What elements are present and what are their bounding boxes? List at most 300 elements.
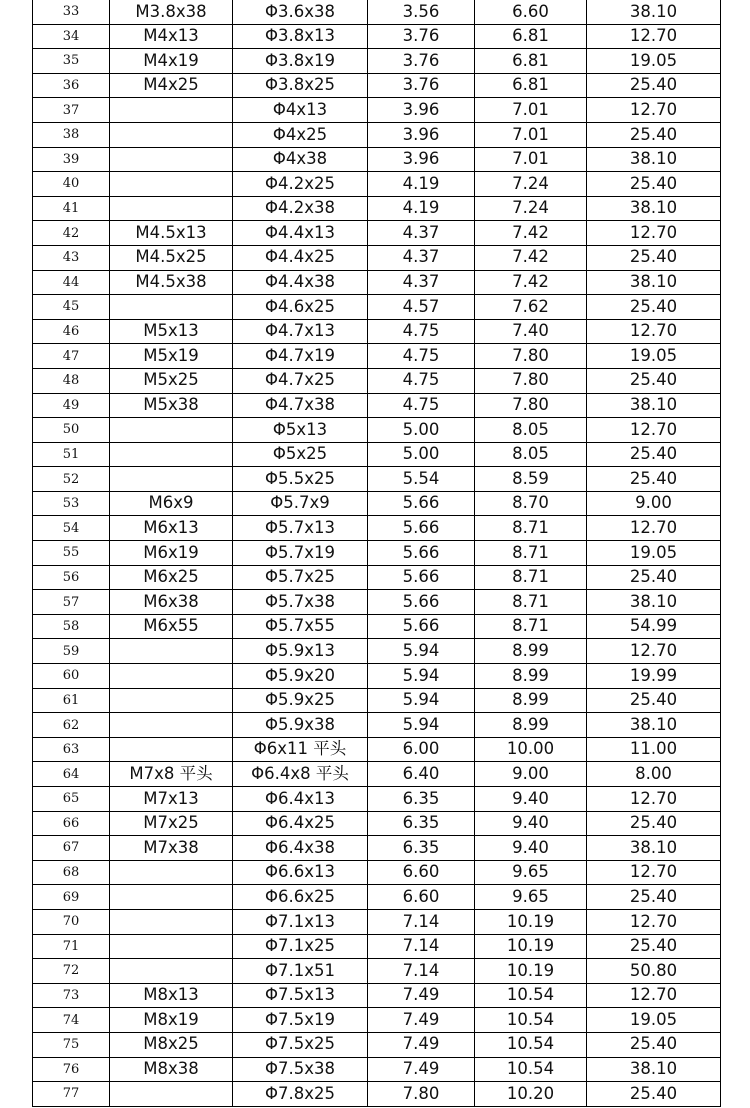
- metric-size-cell: M4x25: [110, 73, 233, 98]
- table-row: [33, 565, 721, 590]
- metric-size-cell: [110, 467, 233, 492]
- metric-size-cell: M4.5x38: [110, 270, 233, 295]
- length-cell: 38.10: [587, 1057, 721, 1082]
- head-diameter-cell: 8.71: [475, 516, 587, 541]
- head-diameter-cell: 6.60: [475, 0, 587, 24]
- diameter-cell: 5.94: [368, 688, 475, 713]
- head-diameter-cell: 7.24: [475, 196, 587, 221]
- diameter-cell: 6.00: [368, 737, 475, 762]
- row-number-cell: 54: [33, 516, 110, 541]
- phi-size-cell: Φ4.6x25: [233, 295, 368, 320]
- metric-size-cell: [110, 664, 233, 689]
- length-cell: 25.40: [587, 172, 721, 197]
- length-cell: 12.70: [587, 319, 721, 344]
- length-cell: 12.70: [587, 98, 721, 123]
- phi-size-cell: Φ4.2x25: [233, 172, 368, 197]
- head-diameter-cell: 9.65: [475, 860, 587, 885]
- table-row: [33, 737, 721, 762]
- phi-size-cell: Φ3.8x19: [233, 49, 368, 74]
- row-number-cell: 35: [33, 49, 110, 74]
- phi-size-cell: Φ7.1x25: [233, 934, 368, 959]
- table-row: [33, 0, 721, 24]
- length-cell: 38.10: [587, 147, 721, 172]
- diameter-cell: 6.60: [368, 860, 475, 885]
- length-cell: 50.80: [587, 959, 721, 984]
- head-diameter-cell: 8.05: [475, 418, 587, 443]
- row-number-cell: 59: [33, 639, 110, 664]
- length-cell: 19.05: [587, 541, 721, 566]
- head-diameter-cell: 9.40: [475, 787, 587, 812]
- phi-size-cell: Φ5x25: [233, 442, 368, 467]
- head-diameter-cell: 8.99: [475, 688, 587, 713]
- table-row: [33, 983, 721, 1008]
- table-row: [33, 639, 721, 664]
- metric-size-cell: M6x38: [110, 590, 233, 615]
- head-diameter-cell: 9.65: [475, 885, 587, 910]
- row-number-cell: 45: [33, 295, 110, 320]
- head-diameter-cell: 7.40: [475, 319, 587, 344]
- row-number-cell: 77: [33, 1082, 110, 1107]
- head-diameter-cell: 10.54: [475, 1008, 587, 1033]
- table-row: [33, 368, 721, 393]
- table-row: [33, 934, 721, 959]
- phi-size-cell: Φ3.8x13: [233, 24, 368, 49]
- diameter-cell: 7.80: [368, 1082, 475, 1107]
- diameter-cell: 6.35: [368, 787, 475, 812]
- table-row: [33, 787, 721, 812]
- metric-size-cell: [110, 934, 233, 959]
- table-row: [33, 1008, 721, 1033]
- metric-size-cell: M7x8 平头: [110, 762, 233, 787]
- length-cell: 25.40: [587, 811, 721, 836]
- length-cell: 25.40: [587, 934, 721, 959]
- metric-size-cell: M8x38: [110, 1057, 233, 1082]
- diameter-cell: 4.75: [368, 368, 475, 393]
- row-number-cell: 60: [33, 664, 110, 689]
- head-diameter-cell: 10.20: [475, 1082, 587, 1107]
- metric-size-cell: M6x19: [110, 541, 233, 566]
- phi-size-cell: Φ5.7x55: [233, 614, 368, 639]
- length-cell: 25.40: [587, 73, 721, 98]
- phi-size-cell: Φ6.4x38: [233, 836, 368, 861]
- diameter-cell: 5.66: [368, 565, 475, 590]
- length-cell: 19.05: [587, 344, 721, 369]
- diameter-cell: 3.76: [368, 73, 475, 98]
- row-number-cell: 63: [33, 737, 110, 762]
- head-diameter-cell: 7.80: [475, 393, 587, 418]
- metric-size-cell: M6x13: [110, 516, 233, 541]
- phi-size-cell: Φ7.5x13: [233, 983, 368, 1008]
- length-cell: 25.40: [587, 245, 721, 270]
- phi-size-cell: Φ6.6x13: [233, 860, 368, 885]
- phi-size-cell: Φ7.5x38: [233, 1057, 368, 1082]
- head-diameter-cell: 10.54: [475, 983, 587, 1008]
- row-number-cell: 61: [33, 688, 110, 713]
- diameter-cell: 3.96: [368, 147, 475, 172]
- diameter-cell: 5.66: [368, 541, 475, 566]
- length-cell: 38.10: [587, 0, 721, 24]
- metric-size-cell: M5x19: [110, 344, 233, 369]
- head-diameter-cell: 10.54: [475, 1032, 587, 1057]
- phi-size-cell: Φ7.5x19: [233, 1008, 368, 1033]
- metric-size-cell: M6x55: [110, 614, 233, 639]
- metric-size-cell: M5x38: [110, 393, 233, 418]
- phi-size-cell: Φ3.8x25: [233, 73, 368, 98]
- metric-size-cell: M4x19: [110, 49, 233, 74]
- table-row: [33, 196, 721, 221]
- head-diameter-cell: 8.71: [475, 614, 587, 639]
- row-number-cell: 72: [33, 959, 110, 984]
- metric-size-cell: [110, 295, 233, 320]
- diameter-cell: 4.75: [368, 344, 475, 369]
- diameter-cell: 7.49: [368, 1032, 475, 1057]
- table-row: [33, 467, 721, 492]
- metric-size-cell: [110, 418, 233, 443]
- length-cell: 19.05: [587, 49, 721, 74]
- phi-size-cell: Φ4.2x38: [233, 196, 368, 221]
- metric-size-cell: [110, 196, 233, 221]
- length-cell: 11.00: [587, 737, 721, 762]
- row-number-cell: 75: [33, 1032, 110, 1057]
- head-diameter-cell: 8.71: [475, 590, 587, 615]
- metric-size-cell: [110, 959, 233, 984]
- table-row: [33, 73, 721, 98]
- row-number-cell: 69: [33, 885, 110, 910]
- row-number-cell: 74: [33, 1008, 110, 1033]
- diameter-cell: 7.14: [368, 909, 475, 934]
- table-row: [33, 713, 721, 738]
- phi-size-cell: Φ5x13: [233, 418, 368, 443]
- table-row: [33, 98, 721, 123]
- table-row: [33, 221, 721, 246]
- diameter-cell: 4.37: [368, 270, 475, 295]
- table-row: [33, 49, 721, 74]
- metric-size-cell: [110, 885, 233, 910]
- table-row: [33, 836, 721, 861]
- table-row: [33, 319, 721, 344]
- row-number-cell: 76: [33, 1057, 110, 1082]
- table-row: [33, 344, 721, 369]
- table-row: [33, 393, 721, 418]
- metric-size-cell: M7x25: [110, 811, 233, 836]
- row-number-cell: 62: [33, 713, 110, 738]
- length-cell: 9.00: [587, 491, 721, 516]
- length-cell: 12.70: [587, 909, 721, 934]
- head-diameter-cell: 7.01: [475, 122, 587, 147]
- row-number-cell: 56: [33, 565, 110, 590]
- table-row: [33, 122, 721, 147]
- diameter-cell: 6.40: [368, 762, 475, 787]
- diameter-cell: 5.00: [368, 442, 475, 467]
- head-diameter-cell: 7.42: [475, 245, 587, 270]
- row-number-cell: 50: [33, 418, 110, 443]
- head-diameter-cell: 7.24: [475, 172, 587, 197]
- metric-size-cell: M5x25: [110, 368, 233, 393]
- length-cell: 25.40: [587, 688, 721, 713]
- row-number-cell: 67: [33, 836, 110, 861]
- table-row: [33, 664, 721, 689]
- head-diameter-cell: 8.99: [475, 639, 587, 664]
- length-cell: 12.70: [587, 639, 721, 664]
- table-row: [33, 959, 721, 984]
- metric-size-cell: [110, 737, 233, 762]
- diameter-cell: 5.66: [368, 516, 475, 541]
- metric-size-cell: M4.5x25: [110, 245, 233, 270]
- table-row: [33, 541, 721, 566]
- head-diameter-cell: 8.71: [475, 541, 587, 566]
- phi-size-cell: Φ5.7x9: [233, 491, 368, 516]
- diameter-cell: 5.54: [368, 467, 475, 492]
- phi-size-cell: Φ6.4x8 平头: [233, 762, 368, 787]
- row-number-cell: 51: [33, 442, 110, 467]
- row-number-cell: 43: [33, 245, 110, 270]
- head-diameter-cell: 7.42: [475, 221, 587, 246]
- phi-size-cell: Φ5.9x20: [233, 664, 368, 689]
- spec-table: [32, 0, 721, 1107]
- row-number-cell: 46: [33, 319, 110, 344]
- head-diameter-cell: 7.01: [475, 147, 587, 172]
- diameter-cell: 5.94: [368, 639, 475, 664]
- metric-size-cell: M8x13: [110, 983, 233, 1008]
- metric-size-cell: [110, 98, 233, 123]
- row-number-cell: 44: [33, 270, 110, 295]
- phi-size-cell: Φ7.1x51: [233, 959, 368, 984]
- phi-size-cell: Φ4.7x13: [233, 319, 368, 344]
- metric-size-cell: M6x25: [110, 565, 233, 590]
- head-diameter-cell: 6.81: [475, 49, 587, 74]
- metric-size-cell: [110, 860, 233, 885]
- length-cell: 12.70: [587, 24, 721, 49]
- head-diameter-cell: 8.71: [475, 565, 587, 590]
- table-row: [33, 909, 721, 934]
- length-cell: 25.40: [587, 565, 721, 590]
- row-number-cell: 52: [33, 467, 110, 492]
- length-cell: 25.40: [587, 368, 721, 393]
- length-cell: 12.70: [587, 860, 721, 885]
- metric-size-cell: M6x9: [110, 491, 233, 516]
- phi-size-cell: Φ6.4x25: [233, 811, 368, 836]
- diameter-cell: 4.75: [368, 393, 475, 418]
- diameter-cell: 7.49: [368, 983, 475, 1008]
- table-row: [33, 1032, 721, 1057]
- phi-size-cell: Φ5.7x38: [233, 590, 368, 615]
- row-number-cell: 38: [33, 122, 110, 147]
- table-row: [33, 811, 721, 836]
- head-diameter-cell: 10.19: [475, 934, 587, 959]
- length-cell: 38.10: [587, 393, 721, 418]
- diameter-cell: 7.49: [368, 1057, 475, 1082]
- metric-size-cell: M4x13: [110, 24, 233, 49]
- length-cell: 25.40: [587, 1032, 721, 1057]
- table-row: [33, 516, 721, 541]
- diameter-cell: 4.37: [368, 221, 475, 246]
- length-cell: 25.40: [587, 1082, 721, 1107]
- table-row: [33, 147, 721, 172]
- row-number-cell: 42: [33, 221, 110, 246]
- length-cell: 25.40: [587, 467, 721, 492]
- length-cell: 38.10: [587, 713, 721, 738]
- row-number-cell: 65: [33, 787, 110, 812]
- head-diameter-cell: 6.81: [475, 24, 587, 49]
- length-cell: 38.10: [587, 270, 721, 295]
- length-cell: 54.99: [587, 614, 721, 639]
- metric-size-cell: [110, 172, 233, 197]
- table-row: [33, 491, 721, 516]
- table-row: [33, 442, 721, 467]
- diameter-cell: 6.60: [368, 885, 475, 910]
- metric-size-cell: M7x13: [110, 787, 233, 812]
- phi-size-cell: Φ6.6x25: [233, 885, 368, 910]
- row-number-cell: 71: [33, 934, 110, 959]
- length-cell: 38.10: [587, 590, 721, 615]
- metric-size-cell: M8x19: [110, 1008, 233, 1033]
- diameter-cell: 3.76: [368, 24, 475, 49]
- phi-size-cell: Φ5.9x38: [233, 713, 368, 738]
- row-number-cell: 66: [33, 811, 110, 836]
- phi-size-cell: Φ4.7x25: [233, 368, 368, 393]
- length-cell: 38.10: [587, 836, 721, 861]
- table-row: [33, 590, 721, 615]
- head-diameter-cell: 7.42: [475, 270, 587, 295]
- table-row: [33, 172, 721, 197]
- head-diameter-cell: 9.00: [475, 762, 587, 787]
- diameter-cell: 5.00: [368, 418, 475, 443]
- diameter-cell: 4.57: [368, 295, 475, 320]
- length-cell: 12.70: [587, 418, 721, 443]
- diameter-cell: 5.94: [368, 713, 475, 738]
- diameter-cell: 5.94: [368, 664, 475, 689]
- length-cell: 25.40: [587, 442, 721, 467]
- head-diameter-cell: 8.59: [475, 467, 587, 492]
- head-diameter-cell: 10.19: [475, 909, 587, 934]
- metric-size-cell: M7x38: [110, 836, 233, 861]
- diameter-cell: 5.66: [368, 491, 475, 516]
- diameter-cell: 5.66: [368, 590, 475, 615]
- metric-size-cell: [110, 688, 233, 713]
- head-diameter-cell: 10.19: [475, 959, 587, 984]
- diameter-cell: 6.35: [368, 811, 475, 836]
- table-row: [33, 688, 721, 713]
- length-cell: 12.70: [587, 516, 721, 541]
- diameter-cell: 4.37: [368, 245, 475, 270]
- metric-size-cell: [110, 639, 233, 664]
- phi-size-cell: Φ6.4x13: [233, 787, 368, 812]
- table-row: [33, 614, 721, 639]
- metric-size-cell: M5x13: [110, 319, 233, 344]
- length-cell: 19.99: [587, 664, 721, 689]
- table-row: [33, 24, 721, 49]
- diameter-cell: 4.19: [368, 172, 475, 197]
- row-number-cell: 48: [33, 368, 110, 393]
- length-cell: 19.05: [587, 1008, 721, 1033]
- metric-size-cell: [110, 122, 233, 147]
- length-cell: 8.00: [587, 762, 721, 787]
- phi-size-cell: Φ4.4x13: [233, 221, 368, 246]
- diameter-cell: 7.14: [368, 959, 475, 984]
- phi-size-cell: Φ5.7x13: [233, 516, 368, 541]
- diameter-cell: 3.76: [368, 49, 475, 74]
- head-diameter-cell: 7.01: [475, 98, 587, 123]
- phi-size-cell: Φ4.4x38: [233, 270, 368, 295]
- row-number-cell: 53: [33, 491, 110, 516]
- metric-size-cell: [110, 147, 233, 172]
- phi-size-cell: Φ4.7x38: [233, 393, 368, 418]
- diameter-cell: 4.75: [368, 319, 475, 344]
- row-number-cell: 68: [33, 860, 110, 885]
- table-row: [33, 762, 721, 787]
- metric-size-cell: [110, 909, 233, 934]
- length-cell: 12.70: [587, 221, 721, 246]
- metric-size-cell: M4.5x13: [110, 221, 233, 246]
- phi-size-cell: Φ5.9x13: [233, 639, 368, 664]
- row-number-cell: 36: [33, 73, 110, 98]
- row-number-cell: 55: [33, 541, 110, 566]
- phi-size-cell: Φ7.5x25: [233, 1032, 368, 1057]
- head-diameter-cell: 8.99: [475, 664, 587, 689]
- head-diameter-cell: 8.70: [475, 491, 587, 516]
- metric-size-cell: [110, 713, 233, 738]
- table-row: [33, 860, 721, 885]
- phi-size-cell: Φ4.4x25: [233, 245, 368, 270]
- phi-size-cell: Φ4x13: [233, 98, 368, 123]
- phi-size-cell: Φ7.1x13: [233, 909, 368, 934]
- length-cell: 38.10: [587, 196, 721, 221]
- phi-size-cell: Φ7.8x25: [233, 1082, 368, 1107]
- head-diameter-cell: 10.54: [475, 1057, 587, 1082]
- length-cell: 12.70: [587, 787, 721, 812]
- head-diameter-cell: 8.05: [475, 442, 587, 467]
- table-row: [33, 418, 721, 443]
- table-row: [33, 245, 721, 270]
- head-diameter-cell: 7.62: [475, 295, 587, 320]
- length-cell: 25.40: [587, 122, 721, 147]
- row-number-cell: 49: [33, 393, 110, 418]
- phi-size-cell: Φ4x38: [233, 147, 368, 172]
- head-diameter-cell: 7.80: [475, 344, 587, 369]
- row-number-cell: 40: [33, 172, 110, 197]
- head-diameter-cell: 6.81: [475, 73, 587, 98]
- row-number-cell: 34: [33, 24, 110, 49]
- phi-size-cell: Φ5.5x25: [233, 467, 368, 492]
- metric-size-cell: M3.8x38: [110, 0, 233, 24]
- phi-size-cell: Φ5.9x25: [233, 688, 368, 713]
- table-row: [33, 1082, 721, 1107]
- diameter-cell: 5.66: [368, 614, 475, 639]
- head-diameter-cell: 9.40: [475, 836, 587, 861]
- diameter-cell: 4.19: [368, 196, 475, 221]
- diameter-cell: 3.96: [368, 98, 475, 123]
- row-number-cell: 37: [33, 98, 110, 123]
- row-number-cell: 64: [33, 762, 110, 787]
- row-number-cell: 41: [33, 196, 110, 221]
- length-cell: 12.70: [587, 983, 721, 1008]
- row-number-cell: 39: [33, 147, 110, 172]
- row-number-cell: 47: [33, 344, 110, 369]
- row-number-cell: 57: [33, 590, 110, 615]
- row-number-cell: 73: [33, 983, 110, 1008]
- head-diameter-cell: 10.00: [475, 737, 587, 762]
- head-diameter-cell: 9.40: [475, 811, 587, 836]
- diameter-cell: 7.14: [368, 934, 475, 959]
- phi-size-cell: Φ5.7x25: [233, 565, 368, 590]
- phi-size-cell: Φ4.7x19: [233, 344, 368, 369]
- length-cell: 25.40: [587, 885, 721, 910]
- metric-size-cell: [110, 1082, 233, 1107]
- phi-size-cell: Φ6x11 平头: [233, 737, 368, 762]
- diameter-cell: 7.49: [368, 1008, 475, 1033]
- row-number-cell: 58: [33, 614, 110, 639]
- head-diameter-cell: 7.80: [475, 368, 587, 393]
